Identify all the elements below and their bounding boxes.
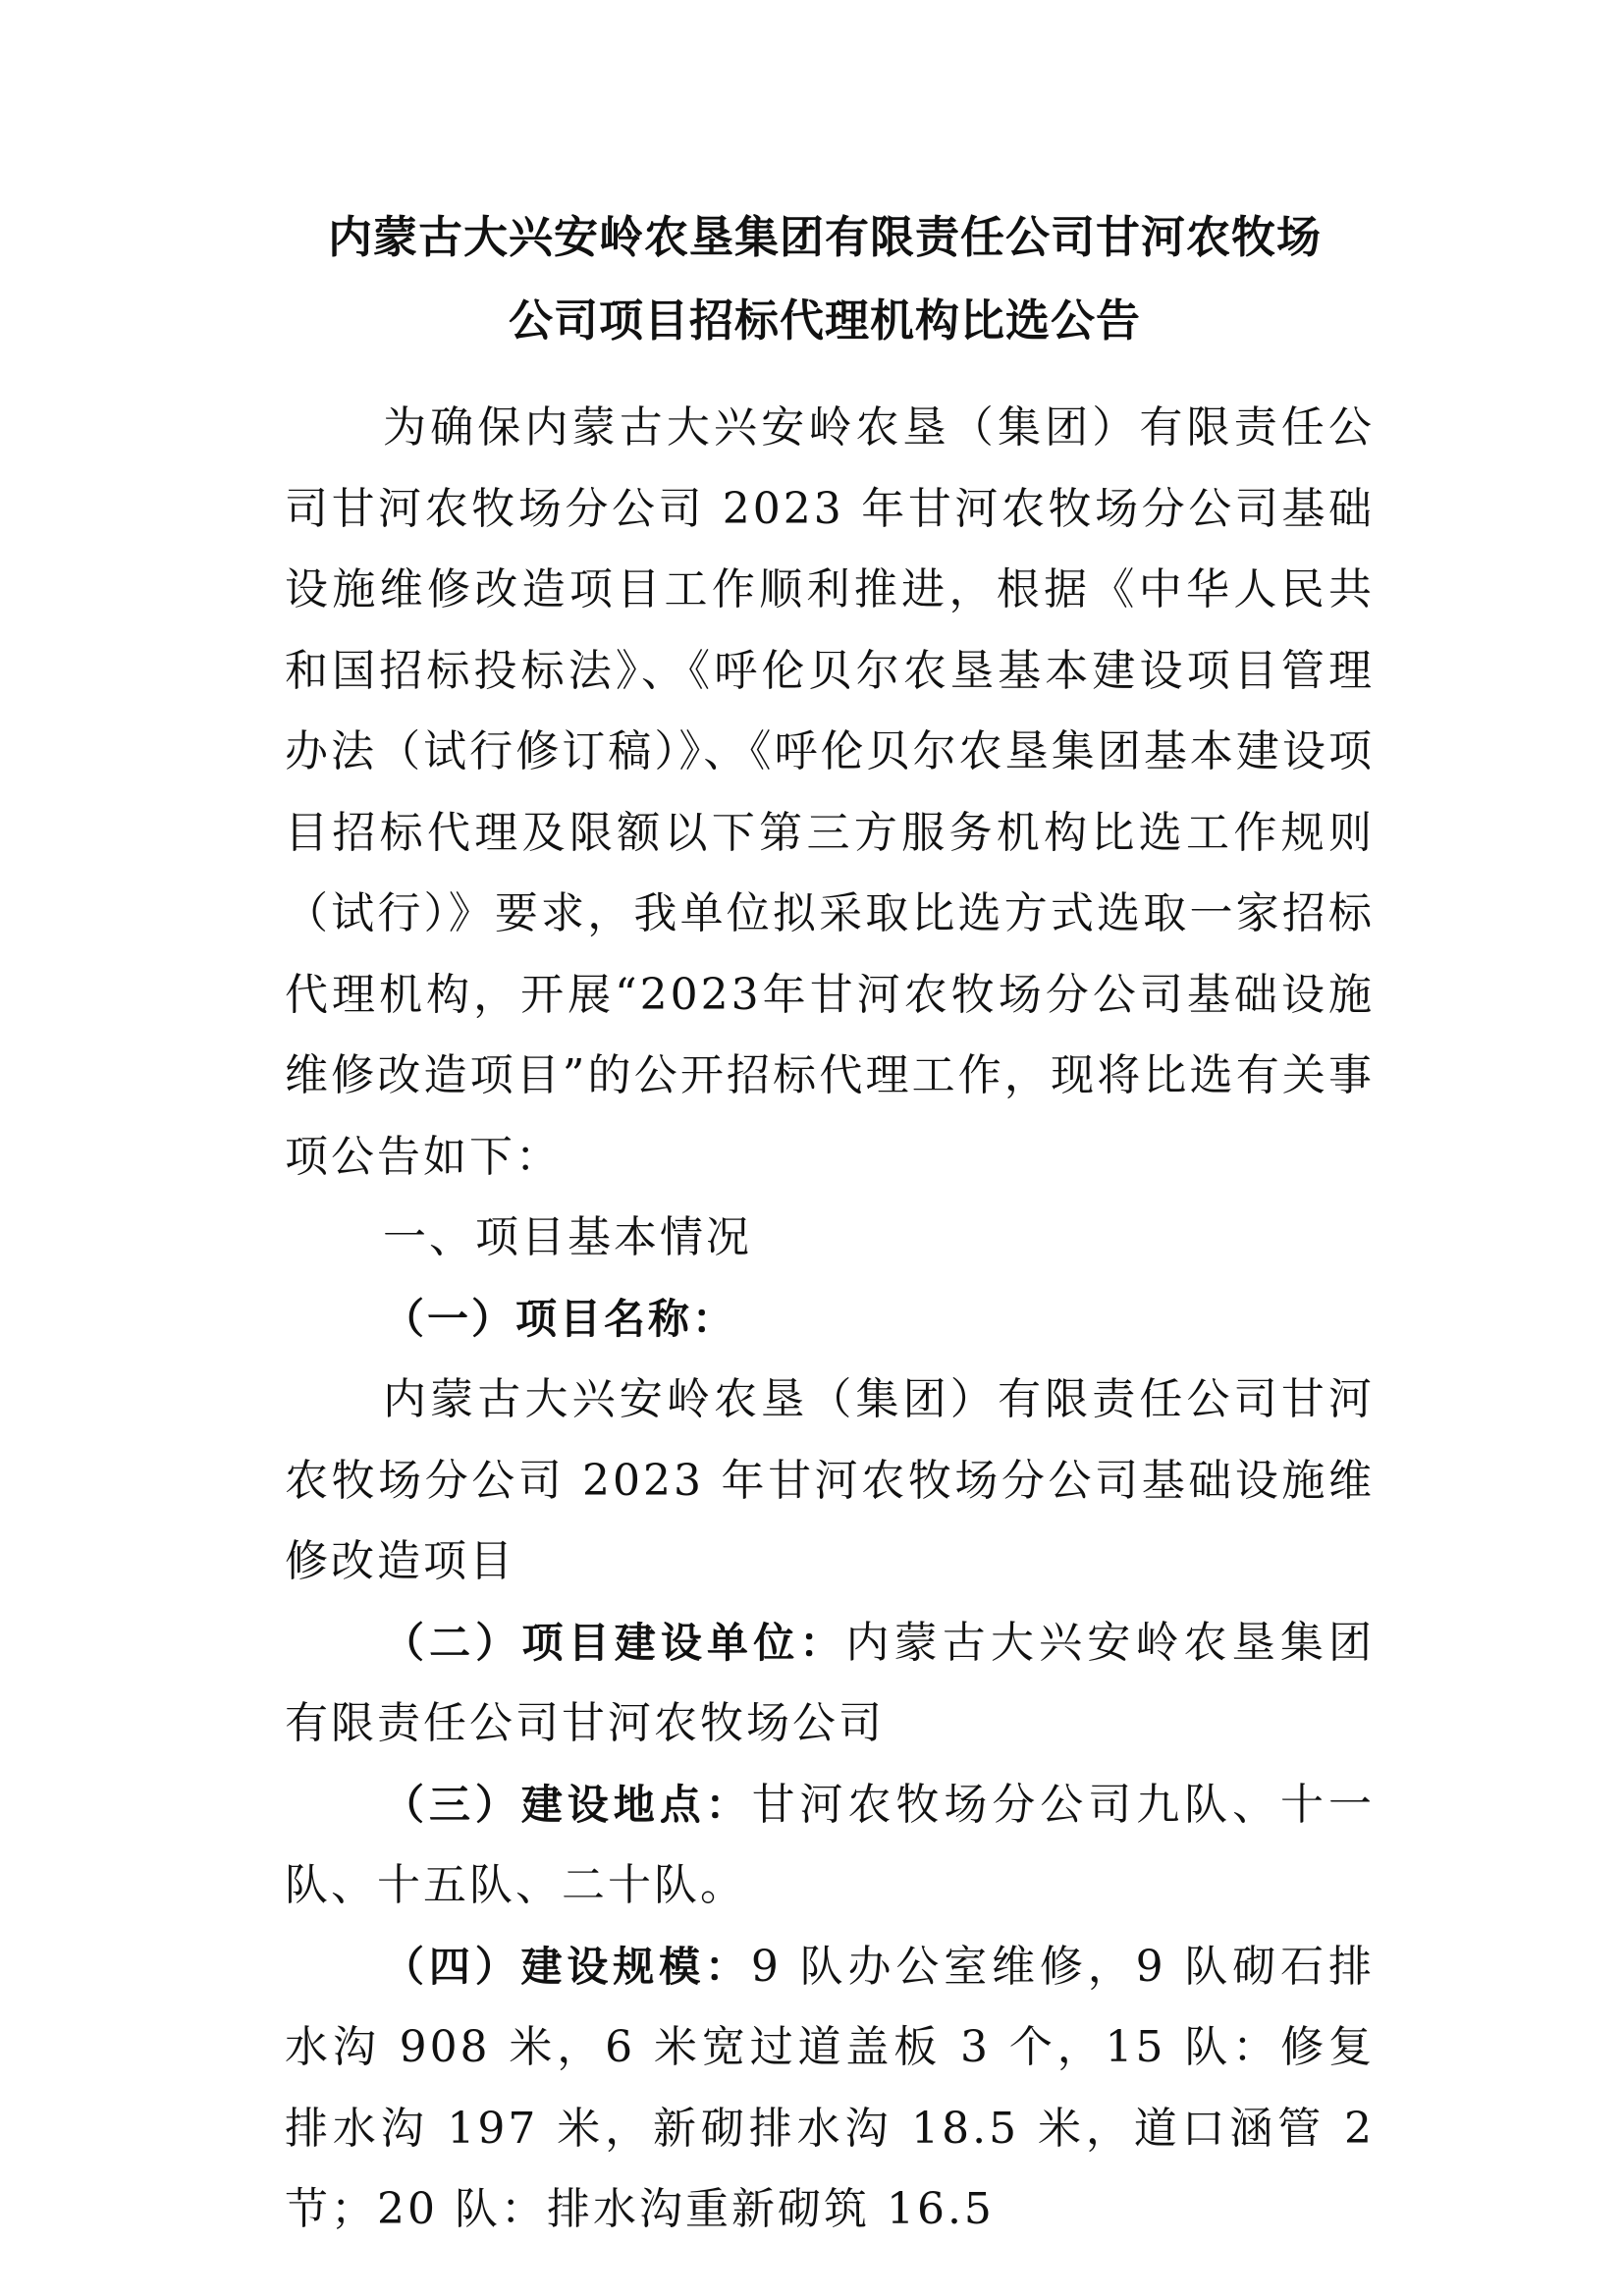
construction-site-item [285,1765,1375,1927]
intro-paragraph: 为确保内蒙古大兴安岭农垦（集团）有限责任公司甘河农牧场分公司 2023 年甘河农牧场分公司基础设施维修改造项目工作顺利推进，根据《中华人民共和国招标投标法》、《呼伦贝尔农垦基本建设项目管理办法（试行修订稿）》、《呼伦贝尔农垦集团基本建设项目招标代理及限额以下第三方服务机构比选工作规则（试行）》要求，我单位拟采取比选方式选取一家招标代理机构，开展“2023年甘河农牧场分公司基础设施维修改造项目”的公开招标代理工作，现将比选有关事项公告如下： [285,402,1375,1182]
construction-unit-label: （二）项目建设单位： [383,1618,846,1667]
document-title-line-2: 公司项目招标代理机构比选公告 [508,294,1141,347]
project-name-label: （一）项目名称： [383,1294,737,1343]
document-body [285,388,1375,2251]
construction-site-value: 甘河农牧场分公司九队、十一队、十五队、二十队。 [285,1779,1375,1910]
project-name-item [285,1279,1375,1361]
document-title-line-1: 内蒙古大兴安岭农垦集团有限责任公司甘河农牧场 [327,211,1322,263]
project-name-value: 内蒙古大兴安岭农垦（集团）有限责任公司甘河农牧场分公司 2023 年甘河农牧场分公司基础设施维修改造项目 [285,1374,1375,1586]
construction-unit-item [285,1603,1375,1765]
construction-site-label: （三）建设地点： [383,1780,752,1829]
construction-scale-value: 9 队办公室维修，9 队砌石排水沟 908 米，6 米宽过道盖板 3 个，15 队：修复排水沟 197 米，新砌排水沟 18.5 米，道口涵管 2 节；20 队：排水沟重新砌筑 16.5 [285,1941,1375,2234]
construction-scale-label: （四）建设规模： [383,1942,751,1991]
construction-scale-item [285,1927,1375,2251]
construction-unit-value: 内蒙古大兴安岭农垦集团有限责任公司甘河农牧场公司 [285,1617,1375,1748]
section-heading-project-basics: 一、项目基本情况 [383,1212,752,1262]
